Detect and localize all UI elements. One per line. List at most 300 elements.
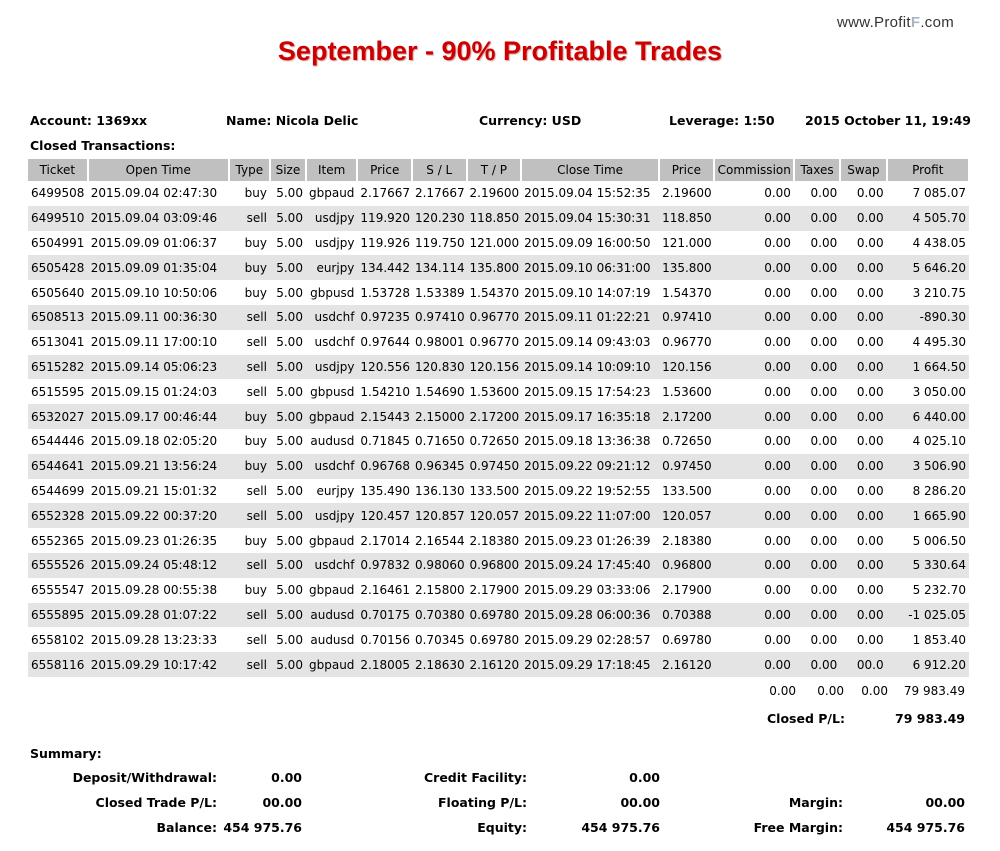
cell-stop-loss: 2.15800	[414, 583, 465, 598]
cell-take-profit: 0.97450	[467, 454, 522, 479]
cell-item: usdjpy	[306, 503, 357, 528]
cell-open-price: 1.53728	[360, 285, 411, 300]
cell-close-time: 2015.09.22 11:07:00	[521, 503, 659, 528]
table-row	[28, 206, 969, 231]
cell-open-time: 2015.09.09 01:35:04	[88, 255, 229, 280]
cell-commission: 0.00	[764, 434, 791, 449]
equity-value: 454 975.76	[581, 820, 660, 835]
cell-item: usdjpy	[306, 355, 357, 380]
cell-commission: 0.00	[764, 483, 791, 498]
balance-value: 454 975.76	[223, 820, 302, 835]
cell-profit: 6 440.00	[887, 404, 969, 429]
cell-stop-loss: 120.857	[412, 503, 467, 528]
cell-open-time: 2015.09.11 00:36:30	[88, 305, 229, 330]
cell-swap: 0.00	[856, 583, 884, 598]
cell-stop-loss: 1.53389	[414, 285, 465, 300]
site-watermark	[837, 14, 954, 31]
cell-open-time: 2015.09.17 00:46:44	[88, 404, 229, 429]
cell-open-price: 0.97832	[357, 553, 412, 578]
cell-close-price: 2.19600	[662, 186, 712, 201]
cell-item: gbpusd	[310, 384, 355, 399]
table-row	[28, 603, 969, 628]
cell-commission: 0.00	[714, 305, 794, 330]
table-row	[28, 429, 969, 454]
closed-pl-label: Closed P/L:	[767, 711, 845, 726]
cell-swap: 0.00	[856, 335, 884, 350]
cell-item: audusd	[310, 632, 355, 647]
cell-profit: 8 286.20	[912, 483, 966, 498]
column-header-close-price: Price	[659, 159, 714, 181]
table-row	[28, 652, 969, 677]
cell-taxes: 0.00	[810, 632, 838, 647]
cell-swap: 0.00	[840, 454, 886, 479]
column-header-open-time: Open Time	[88, 159, 229, 181]
cell-profit: 7 085.07	[912, 186, 966, 201]
column-header-ticket: Ticket	[28, 159, 88, 181]
cell-commission: 0.00	[714, 355, 794, 380]
free-margin-label: Free Margin:	[753, 820, 843, 835]
cell-ticket: 6532027	[28, 404, 88, 429]
cell-profit: 3 050.00	[912, 384, 966, 399]
cell-open-time: 2015.09.21 13:56:24	[88, 454, 229, 479]
table-row	[28, 181, 969, 206]
cell-open-price: 0.96768	[357, 454, 412, 479]
cell-taxes: 0.00	[794, 255, 840, 280]
cell-stop-loss: 2.18630	[412, 652, 467, 677]
free-margin-value: 454 975.76	[886, 820, 965, 835]
column-header-commission: Commission	[714, 159, 794, 181]
cell-size: 5.00	[276, 434, 303, 449]
cell-swap: 0.00	[840, 553, 886, 578]
cell-close-time: 2015.09.22 09:21:12	[521, 454, 659, 479]
cell-stop-loss: 134.114	[412, 255, 467, 280]
cell-commission: 0.00	[764, 235, 791, 250]
cell-stop-loss: 120.830	[412, 355, 467, 380]
watermark-suffix: .com	[920, 14, 955, 31]
cell-close-time: 2015.09.24 17:45:40	[521, 553, 659, 578]
cell-stop-loss: 0.71650	[414, 434, 465, 449]
column-header-take-profit: T / P	[467, 159, 522, 181]
cell-stop-loss: 2.15000	[412, 404, 467, 429]
cell-taxes: 0.00	[810, 434, 838, 449]
table-row	[28, 454, 969, 479]
cell-ticket: 6515282	[28, 355, 88, 380]
cell-swap: 0.00	[856, 235, 884, 250]
cell-commission: 0.00	[764, 632, 791, 647]
cell-close-price: 0.96770	[662, 335, 712, 350]
watermark-prefix: www.Profit	[837, 14, 911, 31]
cell-take-profit: 0.72650	[469, 434, 520, 449]
cell-open-time: 2015.09.28 13:23:33	[90, 632, 218, 647]
table-row	[28, 305, 969, 330]
cell-profit: -890.30	[887, 305, 969, 330]
cell-profit: 4 025.10	[912, 434, 966, 449]
watermark-mid: F	[910, 14, 921, 31]
cell-profit: -1 025.05	[887, 603, 969, 628]
cell-take-profit: 1.53600	[469, 384, 520, 399]
cell-open-time: 2015.09.14 05:06:23	[88, 355, 229, 380]
cell-taxes: 0.00	[810, 335, 838, 350]
cell-taxes: 0.00	[794, 553, 840, 578]
cell-close-time: 2015.09.29 03:33:06	[524, 583, 651, 598]
total-profit: 79 983.49	[903, 684, 965, 698]
cell-open-price: 120.457	[357, 503, 412, 528]
cell-type: buy	[244, 434, 267, 449]
cell-close-time: 2015.09.10 14:07:19	[524, 285, 651, 300]
cell-size: 5.00	[270, 355, 306, 380]
cell-close-time: 2015.09.28 06:00:36	[521, 603, 659, 628]
cell-close-price: 120.156	[659, 355, 714, 380]
cell-commission: 0.00	[764, 533, 791, 548]
cell-swap: 0.00	[840, 603, 886, 628]
cell-taxes: 0.00	[794, 305, 840, 330]
cell-close-price: 118.850	[659, 206, 714, 231]
cell-open-time: 2015.09.04 03:09:46	[88, 206, 229, 231]
cell-taxes: 0.00	[810, 533, 838, 548]
cell-open-time: 2015.09.28 01:07:22	[88, 603, 229, 628]
cell-commission: 0.00	[764, 285, 791, 300]
table-row	[28, 404, 969, 429]
cell-size: 5.00	[276, 533, 303, 548]
deposit-value: 0.00	[271, 770, 302, 785]
cell-type: buy	[244, 583, 267, 598]
cell-stop-loss: 136.130	[414, 483, 465, 498]
floating-value: 00.00	[620, 795, 660, 810]
cell-size: 5.00	[276, 384, 303, 399]
cell-size: 5.00	[270, 603, 306, 628]
cell-take-profit: 2.16120	[467, 652, 522, 677]
cell-stop-loss: 2.16544	[414, 533, 465, 548]
cell-open-time: 2015.09.24 05:48:12	[88, 553, 229, 578]
cell-close-price: 0.72650	[662, 434, 712, 449]
cell-item: usdchf	[306, 454, 357, 479]
cell-open-price: 0.97644	[360, 335, 411, 350]
cell-close-price: 121.000	[662, 235, 712, 250]
cell-open-price: 2.15443	[357, 404, 412, 429]
cell-taxes: 0.00	[810, 384, 838, 399]
cell-close-price: 120.057	[659, 503, 714, 528]
cell-close-time: 2015.09.15 17:54:23	[524, 384, 651, 399]
cell-open-price: 2.17014	[360, 533, 411, 548]
column-header-swap: Swap	[840, 159, 886, 181]
cell-close-time: 2015.09.22 19:52:55	[524, 483, 651, 498]
cell-commission: 0.00	[764, 335, 791, 350]
cell-item: usdjpy	[314, 235, 355, 250]
table-row	[28, 479, 969, 504]
cell-open-time: 2015.09.28 00:55:38	[90, 583, 218, 598]
cell-taxes: 0.00	[794, 603, 840, 628]
cell-ticket: 6504991	[31, 235, 85, 250]
cell-swap: 0.00	[840, 206, 886, 231]
cell-profit: 1 664.50	[887, 355, 969, 380]
cell-stop-loss: 1.54690	[414, 384, 465, 399]
cell-ticket: 6544699	[31, 483, 85, 498]
cell-item: usdjpy	[306, 206, 357, 231]
cell-take-profit: 1.54370	[469, 285, 520, 300]
cell-commission: 0.00	[714, 404, 794, 429]
cell-close-price: 0.69780	[662, 632, 712, 647]
cell-open-time: 2015.09.22 00:37:20	[88, 503, 229, 528]
cell-size: 5.00	[270, 652, 306, 677]
cell-type: buy	[244, 285, 267, 300]
balance-label: Balance:	[156, 820, 217, 835]
cell-open-price: 0.70156	[360, 632, 411, 647]
cell-ticket: 6505640	[31, 285, 85, 300]
cell-close-price: 2.16120	[659, 652, 714, 677]
cell-type: sell	[246, 483, 267, 498]
column-header-size: Size	[270, 159, 306, 181]
cell-open-price: 119.926	[360, 235, 411, 250]
cell-profit: 6 912.20	[887, 652, 969, 677]
cell-open-time: 2015.09.09 01:06:37	[90, 235, 218, 250]
cell-type: buy	[229, 404, 270, 429]
closed-trade-label: Closed Trade P/L:	[95, 795, 217, 810]
column-header-item: Item	[306, 159, 357, 181]
cell-open-price: 134.442	[357, 255, 412, 280]
cell-swap: 0.00	[840, 404, 886, 429]
cell-type: sell	[246, 384, 267, 399]
column-header-taxes: Taxes	[794, 159, 840, 181]
cell-close-price: 2.17900	[662, 583, 712, 598]
cell-type: sell	[229, 305, 270, 330]
cell-swap: 0.00	[856, 434, 884, 449]
cell-take-profit: 0.96770	[467, 305, 522, 330]
cell-size: 5.00	[270, 206, 306, 231]
cell-taxes: 0.00	[794, 503, 840, 528]
cell-stop-loss: 119.750	[414, 235, 465, 250]
cell-close-price: 2.17200	[659, 404, 714, 429]
cell-take-profit: 120.156	[467, 355, 522, 380]
cell-swap: 0.00	[856, 285, 884, 300]
cell-close-time: 2015.09.04 15:52:35	[524, 186, 651, 201]
cell-commission: 0.00	[714, 503, 794, 528]
cell-swap: 00.0	[840, 652, 886, 677]
page-title: September - 90% Profitable Trades	[277, 36, 723, 66]
cell-open-time: 2015.09.04 02:47:30	[90, 186, 218, 201]
cell-stop-loss: 0.70345	[414, 632, 465, 647]
cell-close-price: 0.97410	[659, 305, 714, 330]
cell-profit: 4 505.70	[887, 206, 969, 231]
cell-commission: 0.00	[714, 652, 794, 677]
cell-size: 5.00	[270, 404, 306, 429]
cell-item: gbpaud	[308, 583, 355, 598]
cell-ticket: 6552365	[31, 533, 85, 548]
table-row	[28, 255, 969, 280]
cell-take-profit: 2.18380	[469, 533, 520, 548]
cell-ticket: 6544641	[28, 454, 88, 479]
margin-value: 00.00	[925, 795, 965, 810]
cell-take-profit: 120.057	[467, 503, 522, 528]
cell-swap: 0.00	[856, 533, 884, 548]
cell-take-profit: 135.800	[467, 255, 522, 280]
cell-item: usdchf	[314, 335, 355, 350]
cell-open-price: 135.490	[360, 483, 411, 498]
cell-item: usdchf	[306, 553, 357, 578]
table-row	[28, 355, 969, 380]
cell-size: 5.00	[270, 255, 306, 280]
cell-open-time: 2015.09.18 02:05:20	[90, 434, 218, 449]
name-info: Name: Nicola Delic	[226, 113, 359, 128]
cell-close-time: 2015.09.09 16:00:50	[524, 235, 651, 250]
cell-close-price: 135.800	[659, 255, 714, 280]
table-row	[28, 503, 969, 528]
cell-open-price: 2.16461	[360, 583, 411, 598]
cell-take-profit: 0.96800	[467, 553, 522, 578]
cell-type: sell	[229, 355, 270, 380]
cell-taxes: 0.00	[794, 454, 840, 479]
cell-type: sell	[246, 335, 267, 350]
cell-taxes: 0.00	[810, 483, 838, 498]
cell-take-profit: 2.19600	[469, 186, 520, 201]
cell-item: gbpaud	[306, 652, 357, 677]
cell-size: 5.00	[270, 503, 306, 528]
cell-taxes: 0.00	[810, 235, 838, 250]
cell-close-price: 0.70388	[659, 603, 714, 628]
cell-close-time: 2015.09.29 02:28:57	[524, 632, 651, 647]
cell-take-profit: 2.17900	[469, 583, 520, 598]
cell-swap: 0.00	[856, 384, 884, 399]
table-row	[28, 330, 969, 355]
cell-commission: 0.00	[764, 583, 791, 598]
cell-taxes: 0.00	[810, 186, 838, 201]
cell-take-profit: 0.96770	[469, 335, 520, 350]
cell-profit: 1 665.90	[887, 503, 969, 528]
cell-commission: 0.00	[714, 603, 794, 628]
cell-close-time: 2015.09.14 09:43:03	[524, 335, 651, 350]
cell-type: sell	[246, 632, 267, 647]
cell-close-price: 0.97450	[659, 454, 714, 479]
cell-size: 5.00	[270, 454, 306, 479]
cell-item: gbpaud	[308, 186, 355, 201]
cell-open-price: 2.18005	[357, 652, 412, 677]
cell-ticket: 6552328	[28, 503, 88, 528]
cell-ticket: 6505428	[28, 255, 88, 280]
cell-commission: 0.00	[714, 454, 794, 479]
cell-open-price: 0.70175	[357, 603, 412, 628]
cell-type: buy	[244, 235, 267, 250]
total-swap: 0.00	[861, 684, 888, 698]
cell-stop-loss: 0.97410	[412, 305, 467, 330]
cell-taxes: 0.00	[794, 355, 840, 380]
cell-open-price: 119.920	[357, 206, 412, 231]
cell-close-time: 2015.09.29 17:18:45	[521, 652, 659, 677]
cell-close-time: 2015.09.14 10:09:10	[521, 355, 659, 380]
table-row	[28, 627, 969, 652]
cell-stop-loss: 0.98001	[414, 335, 465, 350]
cell-close-price: 1.54370	[662, 285, 712, 300]
cell-commission: 0.00	[714, 206, 794, 231]
cell-type: buy	[244, 186, 267, 201]
cell-commission: 0.00	[764, 186, 791, 201]
cell-size: 5.00	[270, 553, 306, 578]
column-header-stop-loss: S / L	[412, 159, 467, 181]
cell-size: 5.00	[270, 305, 306, 330]
cell-ticket: 6513041	[31, 335, 85, 350]
cell-profit: 4 438.05	[912, 235, 966, 250]
cell-commission: 0.00	[714, 553, 794, 578]
cell-take-profit: 133.500	[469, 483, 520, 498]
cell-swap: 0.00	[856, 632, 884, 647]
closed-pl-value: 79 983.49	[895, 711, 965, 726]
cell-swap: 0.00	[840, 305, 886, 330]
cell-ticket: 6558116	[28, 652, 88, 677]
cell-size: 5.00	[276, 235, 303, 250]
cell-taxes: 0.00	[794, 206, 840, 231]
cell-item: usdchf	[306, 305, 357, 330]
cell-open-price: 1.54210	[360, 384, 411, 399]
cell-ticket: 6555895	[28, 603, 88, 628]
cell-profit: 5 646.20	[887, 255, 969, 280]
cell-open-price: 2.17667	[360, 186, 411, 201]
cell-take-profit: 0.69780	[467, 603, 522, 628]
deposit-label: Deposit/Withdrawal:	[72, 770, 217, 785]
cell-item: gbpaud	[308, 533, 355, 548]
closed-transactions-label: Closed Transactions:	[30, 138, 176, 153]
closed-trade-value: 00.00	[262, 795, 302, 810]
cell-open-time: 2015.09.11 17:00:10	[90, 335, 218, 350]
cell-close-time: 2015.09.11 01:22:21	[521, 305, 659, 330]
cell-swap: 0.00	[840, 355, 886, 380]
table-row	[28, 280, 969, 305]
cell-stop-loss: 120.230	[412, 206, 467, 231]
cell-taxes: 0.00	[794, 404, 840, 429]
total-commission: 0.00	[769, 684, 796, 698]
cell-ticket: 6508513	[28, 305, 88, 330]
cell-type: buy	[244, 533, 267, 548]
table-row	[28, 578, 969, 603]
cell-commission: 0.00	[714, 255, 794, 280]
cell-type: buy	[229, 454, 270, 479]
cell-open-price: 120.556	[357, 355, 412, 380]
column-header-profit: Profit	[887, 159, 969, 181]
table-row	[28, 379, 969, 404]
cell-open-time: 2015.09.10 10:50:06	[90, 285, 218, 300]
cell-close-price: 1.53600	[662, 384, 712, 399]
cell-swap: 0.00	[856, 186, 884, 201]
cell-profit: 5 330.64	[887, 553, 969, 578]
margin-label: Margin:	[788, 795, 843, 810]
cell-size: 5.00	[276, 632, 303, 647]
closed-transactions-table	[28, 159, 970, 677]
cell-item: gbpusd	[310, 285, 355, 300]
table-row	[28, 231, 969, 256]
cell-ticket: 6544446	[31, 434, 85, 449]
summary-label: Summary:	[30, 746, 102, 761]
cell-open-time: 2015.09.21 15:01:32	[90, 483, 218, 498]
cell-profit: 5 006.50	[912, 533, 966, 548]
cell-size: 5.00	[276, 335, 303, 350]
cell-swap: 0.00	[856, 483, 884, 498]
cell-size: 5.00	[276, 285, 303, 300]
table-row	[28, 553, 969, 578]
cell-item: audusd	[306, 603, 357, 628]
cell-profit: 1 853.40	[912, 632, 966, 647]
cell-take-profit: 121.000	[469, 235, 520, 250]
cell-item: audusd	[310, 434, 355, 449]
cell-close-time: 2015.09.23 01:26:39	[524, 533, 651, 548]
cell-taxes: 0.00	[810, 583, 838, 598]
cell-type: sell	[229, 603, 270, 628]
cell-item: eurjpy	[306, 255, 357, 280]
cell-open-price: 0.71845	[360, 434, 411, 449]
cell-ticket: 6515595	[31, 384, 85, 399]
table-row	[28, 528, 969, 553]
cell-close-time: 2015.09.17 16:35:18	[521, 404, 659, 429]
total-taxes: 0.00	[817, 684, 844, 698]
cell-open-time: 2015.09.23 01:26:35	[90, 533, 218, 548]
cell-close-price: 133.500	[662, 483, 712, 498]
cell-taxes: 0.00	[810, 285, 838, 300]
